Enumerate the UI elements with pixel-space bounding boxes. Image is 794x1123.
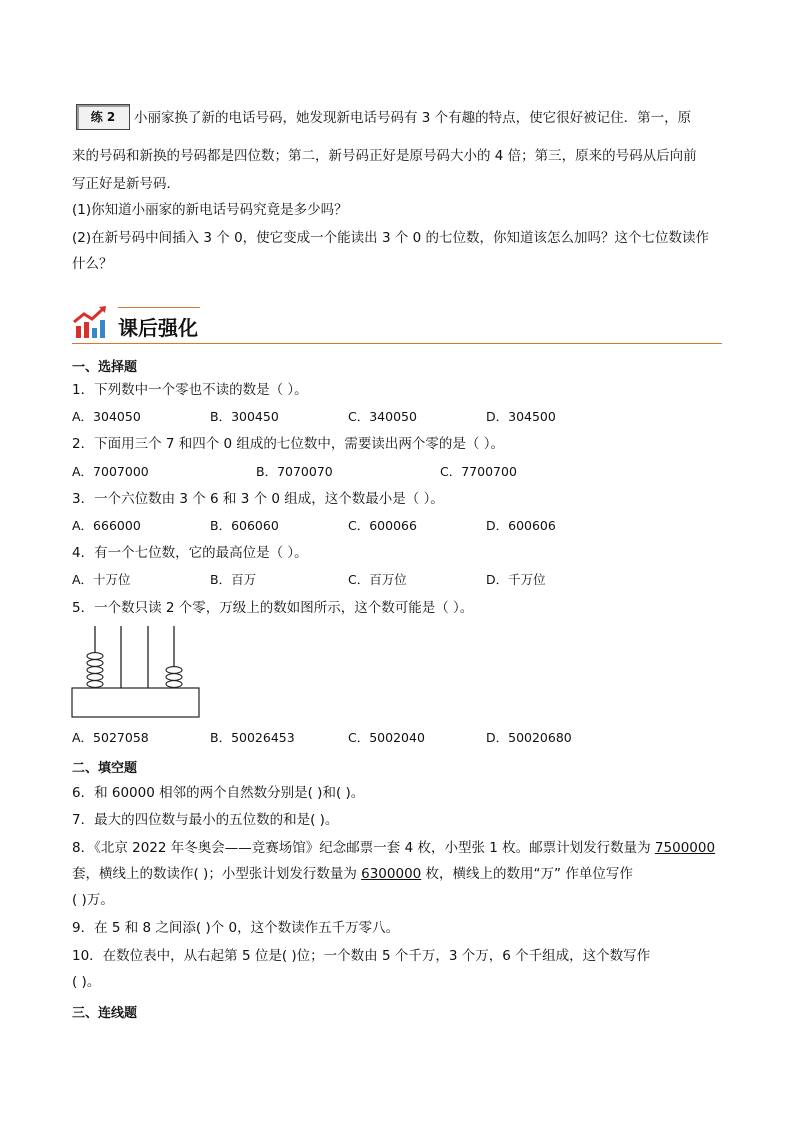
option: C．600066 — [348, 518, 417, 533]
option: C．百万位 — [348, 572, 407, 587]
stamp-quantity: 7500000 — [654, 840, 716, 856]
chart-arrow-icon — [72, 302, 110, 340]
abacus-figure — [70, 624, 202, 720]
question-10-line2: ( )。 — [72, 974, 101, 990]
option: C．5002040 — [348, 730, 425, 745]
sheet-quantity: 6300000 — [361, 866, 422, 882]
question-7: 7．最大的四位数与最小的五位数的和是( )。 — [72, 812, 339, 828]
question-8-line1 — [72, 838, 715, 858]
exercise-question-2a: (2)在新号码中间插入 3 个 0，使它变成一个能读出 3 个 0 的七位数，你知道该怎么加吗？这个七位数读作 — [72, 230, 710, 246]
exercise-text-line2: 来的号码和新换的号码都是四位数；第二，新号码正好是原号码大小的 4 倍；第三，原来的号码从后向前 — [72, 148, 697, 164]
section-header-title: 课后强化 — [118, 316, 198, 340]
question-8-text: 8．《北京 2022 年冬奥会——竞赛场馆》纪念邮票一套 4 枚，小型张 1 枚。邮票计划发行数量为 — [72, 840, 655, 856]
abacus-base — [72, 688, 199, 717]
option: B．7070070 — [256, 464, 333, 479]
abacus-beads-rod1 — [87, 653, 103, 688]
question-4: 4．有一个七位数，它的最高位是（ ）。 — [72, 545, 308, 561]
option: A．7007000 — [72, 464, 149, 479]
section-title-fill: 二、填空题 — [72, 761, 138, 776]
section-title-matching: 三、连线题 — [72, 1006, 138, 1021]
option: B．300450 — [210, 409, 279, 424]
exercise-text-line3: 写正好是新号码． — [72, 176, 180, 192]
option: A．304050 — [72, 409, 141, 424]
question-1: 1．下列数中一个零也不读的数是（ ）。 — [72, 382, 308, 398]
abacus-beads-rod4 — [166, 667, 182, 688]
question-10-line1: 10．在数位表中，从右起第 5 位是( )位；一个数由 5 个千万，3 个万，6 个千组成，这个数写作 — [72, 948, 651, 964]
question-8-text: 枚，横线上的数用“万” 作单位写作 — [421, 866, 633, 882]
question-8-text: 套，横线上的数读作( )；小型张计划发行数量为 — [72, 866, 362, 882]
exercise-text-line1: 小丽家换了新的电话号码，她发现新电话号码有 3 个有趣的特点，使它很好被记住．第一，原 — [134, 110, 692, 126]
header-bottom-rule — [72, 343, 722, 344]
option: B．50026453 — [210, 730, 295, 745]
header-top-rule — [118, 307, 200, 308]
question-5: 5．一个数只读 2 个零，万级上的数如图所示，这个数可能是（ ）。 — [72, 600, 474, 616]
option: B．百万 — [210, 572, 257, 587]
question-2: 2．下面用三个 7 和四个 0 组成的七位数中，需要读出两个零的是（ ）。 — [72, 436, 504, 452]
exercise-tag: 练 2 — [76, 104, 130, 130]
question-6: 6．和 60000 相邻的两个自然数分别是( )和( )。 — [72, 785, 365, 801]
option: A．5027058 — [72, 730, 149, 745]
option: A．666000 — [72, 518, 141, 533]
option: D．千万位 — [486, 572, 546, 587]
question-3: 3．一个六位数由 3 个 6 和 3 个 0 组成，这个数最小是（ ）。 — [72, 491, 444, 507]
question-8-line2 — [72, 864, 633, 884]
option: D．600606 — [486, 518, 556, 533]
exercise-question-1: (1)你知道小丽家的新电话号码究竟是多少吗？ — [72, 202, 348, 218]
option: C．340050 — [348, 409, 417, 424]
option: B．606060 — [210, 518, 279, 533]
exercise-question-2b: 什么？ — [72, 256, 113, 272]
question-9: 9．在 5 和 8 之间添( )个 0，这个数读作五千万零八。 — [72, 920, 400, 936]
section-title-choice: 一、选择题 — [72, 360, 138, 375]
option: A．十万位 — [72, 572, 131, 587]
question-8-line3: ( )万。 — [72, 892, 114, 908]
option: D．304500 — [486, 409, 556, 424]
option: C．7700700 — [440, 464, 517, 479]
option: D．50020680 — [486, 730, 572, 745]
